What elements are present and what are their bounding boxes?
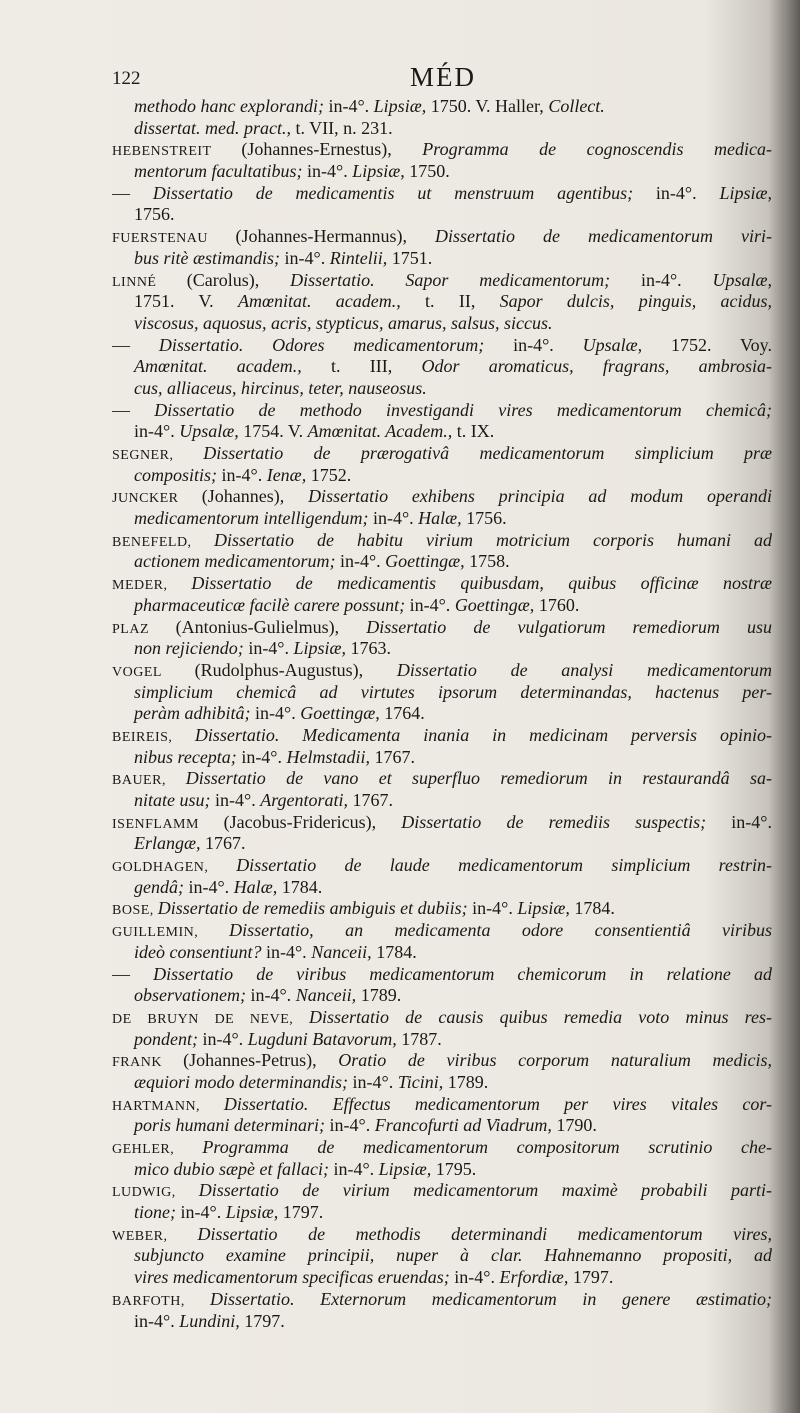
title-text: Rintelii, xyxy=(329,247,392,268)
plain-text: (Jacobus-Fridericus), xyxy=(223,811,402,832)
title-text: observationem; xyxy=(134,985,251,1006)
text-line xyxy=(112,551,772,573)
text-line xyxy=(112,183,772,205)
title-text: cus, alliaceus, hircinus, teter, nauseosus. xyxy=(134,377,427,398)
title-text: non rejiciendo; xyxy=(134,638,249,659)
title-text: Nanceii, xyxy=(295,985,361,1006)
title-text: Nanceii, xyxy=(311,941,377,962)
text-line xyxy=(112,682,772,704)
title-text: Dissertatio de methodis determinandi medicamentorum vires, xyxy=(197,1223,772,1244)
plain-text: — xyxy=(112,963,154,984)
plain-text: 1752. xyxy=(310,464,352,485)
plain-text: in-4°. xyxy=(248,638,294,659)
title-text: Dissertatio de medicamentis ut menstruum agentibus; xyxy=(152,182,656,203)
title-text: Dissertatio de medicamentis quibusdam, quibus officinæ nostræ xyxy=(191,573,772,594)
title-text: Dissertatio. Medicamenta inania in medicinam perversis opinio- xyxy=(194,724,772,745)
text-line xyxy=(112,638,772,660)
author-name: BARFOTH, xyxy=(112,1293,210,1309)
plain-text: in-4°. xyxy=(352,1071,398,1092)
text-line xyxy=(112,1007,772,1029)
author-name: GOLDHAGEN, xyxy=(112,860,237,876)
author-name: HEBENSTREIT xyxy=(112,144,242,160)
plain-text: 1750. V. Haller, xyxy=(430,96,549,116)
title-text: methodo hanc explorandi; xyxy=(134,96,329,116)
title-text: Lipsiæ, xyxy=(225,1202,283,1223)
text-line xyxy=(112,1094,772,1116)
plain-text: in-4°. xyxy=(180,1202,226,1223)
title-text: pharmaceuticæ facilè carere possunt; xyxy=(134,594,410,615)
plain-text: in-4°. xyxy=(307,161,353,182)
author-name: BEIREIS, xyxy=(112,729,195,745)
text-line xyxy=(112,530,772,552)
title-text: Dissertatio de analysi medicamentorum xyxy=(396,659,772,680)
text-line xyxy=(112,486,772,508)
text-line xyxy=(112,595,772,617)
plain-text: 1756. xyxy=(466,508,507,529)
text-line xyxy=(112,96,772,118)
text-line xyxy=(112,1050,772,1072)
title-text: Amœnitat. Academ., xyxy=(307,421,457,442)
plain-text: 1787. xyxy=(401,1028,442,1049)
title-text: Halæ, xyxy=(418,508,467,529)
plain-text: in-4°. xyxy=(265,941,312,962)
running-head: MÉD xyxy=(410,62,476,92)
title-text: Lipsiæ, xyxy=(352,161,410,182)
title-text: Goettingæ, xyxy=(300,703,385,724)
plain-text: in-4°. xyxy=(329,1115,375,1136)
text-line xyxy=(112,400,772,422)
text-line xyxy=(112,920,772,942)
plain-text: in-4°. xyxy=(215,790,261,810)
author-name: VOGEL xyxy=(112,664,195,680)
plain-text: in-4°. xyxy=(134,421,180,442)
author-name: HARTMANN, xyxy=(112,1098,224,1114)
author-name: GUILLEMIN, xyxy=(112,925,230,941)
text-line xyxy=(112,812,772,834)
text-line xyxy=(112,964,772,986)
title-text: dissertat. med. pract., xyxy=(134,117,296,138)
title-text: viscosus, aquosus, acris, stypticus, amarus, salsus, siccus. xyxy=(134,312,553,333)
author-name: LINNÉ xyxy=(112,274,187,290)
plain-text: in-4°. xyxy=(328,96,374,116)
plain-text: (Rudolphus-Augustus), xyxy=(194,659,397,680)
text-line xyxy=(112,1137,772,1159)
page-header xyxy=(112,62,772,92)
plain-text: 1784. xyxy=(574,898,615,919)
title-text: Dissertatio. Sapor medicamentorum; xyxy=(290,269,641,290)
plain-text: 1751. xyxy=(391,247,433,268)
plain-text: 1797. xyxy=(244,1310,285,1331)
plain-text: in-4°. xyxy=(255,703,301,724)
plain-text: 1789. xyxy=(447,1071,489,1092)
plain-text: — xyxy=(112,399,155,420)
text-line xyxy=(112,1159,772,1181)
text-line xyxy=(112,855,772,877)
title-text: tione; xyxy=(134,1202,181,1223)
title-text: Dissertatio de methodo investigandi vires medicamentorum chemicâ; xyxy=(154,399,772,420)
title-text: Collect. xyxy=(548,96,605,116)
text-line xyxy=(112,335,772,357)
text-line xyxy=(112,1202,772,1224)
title-text: Sapor dulcis, pinguis, acidus, xyxy=(499,291,772,312)
title-text: Odor aromaticus, fragrans, ambrosia- xyxy=(421,356,772,377)
plain-text: 1754. V. xyxy=(243,421,308,442)
title-text: Halæ, xyxy=(233,876,282,897)
text-line xyxy=(112,877,772,899)
plain-text: — xyxy=(112,334,159,355)
plain-text: in-4°. xyxy=(339,551,386,572)
title-text: Upsalæ, xyxy=(582,334,671,355)
plain-text: 1758. xyxy=(469,551,510,572)
title-text: Lugduni Batavorum, xyxy=(247,1028,402,1049)
text-line xyxy=(112,617,772,639)
title-text: Lipsiæ, xyxy=(517,898,575,919)
title-text: Dissertatio de remediis suspectis; xyxy=(401,811,732,832)
plain-text: 1750. xyxy=(409,161,450,182)
author-name: PLAZ xyxy=(112,621,176,637)
title-text: vires medicamentorum specificas eruendas; xyxy=(134,1267,455,1288)
plain-text: in-4°. xyxy=(202,1028,248,1049)
plain-text: (Johannes), xyxy=(201,486,309,507)
title-text: pondent; xyxy=(134,1028,203,1049)
text-line xyxy=(112,248,772,270)
title-text: subjuncto examine principii, nuper à clar. Hahnemanno propositi, ad xyxy=(134,1245,772,1266)
text-line xyxy=(112,1029,772,1051)
title-text: Dissertatio. Externorum medicamentorum in genere æstimatio; xyxy=(210,1288,772,1309)
title-text: compositis; xyxy=(134,464,222,485)
plain-text: 1767. xyxy=(374,746,416,767)
title-text: Helmstadii, xyxy=(286,746,375,767)
text-line xyxy=(112,139,772,161)
title-text: Dissertatio de remediis ambiguis et dubiis; xyxy=(157,898,473,919)
author-name: BENEFELD, xyxy=(112,534,215,550)
title-text: Dissertatio de medicamentorum viri- xyxy=(435,226,772,247)
title-text: Dissertatio, an medicamenta odore consentientiâ viribus xyxy=(229,920,772,941)
plain-text: 1767. xyxy=(352,790,394,810)
author-name: ISENFLAMM xyxy=(112,816,224,832)
title-text: æquiori modo determinandis; xyxy=(134,1071,353,1092)
title-text: Dissertatio de causis quibus remedia voto minus res- xyxy=(308,1006,772,1027)
text-line xyxy=(112,573,772,595)
title-text: medicamentorum intelligendum; xyxy=(134,508,373,529)
title-text: Oratio de viribus corporum naturalium medicis, xyxy=(338,1050,772,1071)
plain-text: — xyxy=(112,182,153,203)
plain-text: 1784. xyxy=(281,876,323,897)
title-text: Lipsiæ, xyxy=(378,1158,436,1179)
text-line xyxy=(112,1115,772,1137)
author-name: WEBER, xyxy=(112,1228,198,1244)
text-line xyxy=(112,1072,772,1094)
plain-text: 1760. xyxy=(538,594,580,615)
title-text: Programma de cognoscendis medica- xyxy=(422,139,772,160)
text-line xyxy=(112,703,772,725)
title-text: Dissertatio de vulgatiorum remediorum usu xyxy=(366,616,772,637)
text-line xyxy=(112,1224,772,1246)
text-line xyxy=(112,985,772,1007)
plain-text: 1764. xyxy=(384,703,425,724)
plain-text: t. IX. xyxy=(456,421,495,442)
title-text: Francofurti ad Viadrum, xyxy=(374,1115,557,1136)
text-line xyxy=(112,226,772,248)
text-line xyxy=(112,161,772,183)
plain-text: (Johannes-Hermannus), xyxy=(235,226,435,247)
text-line xyxy=(112,1267,772,1289)
author-name: LUDWIG, xyxy=(112,1185,199,1201)
plain-text: 1751. V. xyxy=(134,291,238,312)
title-text: Lundini, xyxy=(179,1310,245,1331)
title-text: mico dubio sæpè et fallaci; xyxy=(134,1158,334,1179)
title-text: Lipsiæ, xyxy=(293,638,351,659)
title-text: Dissertatio de virium medicamentorum maximè probabili parti- xyxy=(198,1180,772,1201)
title-text: Dissertatio exhibens principia ad modum operandi xyxy=(308,486,772,507)
author-name: JUNCKER xyxy=(112,491,202,507)
text-line xyxy=(112,443,772,465)
author-name: MEDER, xyxy=(112,578,192,594)
plain-text: 1752. Voy. xyxy=(670,334,772,355)
text-line xyxy=(112,833,772,855)
plain-text: 1797. xyxy=(572,1267,614,1288)
author-name: FRANK xyxy=(112,1055,184,1071)
title-text: actionem medicamentorum; xyxy=(134,551,340,572)
plain-text: in-4°. xyxy=(472,898,518,919)
plain-text: in-4°. xyxy=(134,1310,180,1331)
plain-text: (Carolus), xyxy=(186,269,291,290)
text-line xyxy=(112,747,772,769)
title-text: Dissertatio de viribus medicamentorum chemicorum in relatione ad xyxy=(153,963,772,984)
text-line xyxy=(112,118,772,140)
plain-text: in-4°. xyxy=(372,508,419,529)
plain-text: in-4°. xyxy=(250,985,296,1006)
title-text: Dissertatio de laude medicamentorum simplicium restrin- xyxy=(236,855,772,876)
text-line xyxy=(112,898,772,920)
plain-text: 1790. xyxy=(556,1115,597,1136)
plain-text: in-4°. xyxy=(454,1267,500,1288)
text-line xyxy=(112,313,772,335)
title-text: Goettingæ, xyxy=(454,594,539,615)
text-line xyxy=(112,725,772,747)
title-text: Lipsiæ, xyxy=(373,96,431,116)
plain-text: t. VII, n. 231. xyxy=(295,117,393,138)
title-text: poris humani determinari; xyxy=(134,1115,330,1136)
plain-text: 1763. xyxy=(350,638,392,659)
text-line xyxy=(112,1180,772,1202)
plain-text: 1784. xyxy=(376,941,417,962)
author-name: SEGNER, xyxy=(112,448,204,463)
text-line xyxy=(112,1245,772,1267)
text-line xyxy=(112,768,772,790)
plain-text: t. III, xyxy=(331,356,422,377)
author-name: DE BRUYN DE NEVE, xyxy=(112,1011,309,1027)
title-text: Dissertatio. Odores medicamentorum; xyxy=(158,334,514,355)
title-text: Argentorati, xyxy=(260,790,353,810)
text-line xyxy=(112,942,772,964)
title-text: Amœnitat. academ., xyxy=(134,356,332,377)
title-text: peràm adhibitâ; xyxy=(134,703,255,724)
title-text: nitate usu; xyxy=(134,790,215,810)
text-line xyxy=(112,1311,772,1333)
plain-text: in-4°. xyxy=(655,182,720,203)
title-text: Amœnitat. academ., xyxy=(237,291,426,312)
author-name: FUERSTENAU xyxy=(112,231,236,247)
plain-text: in-4°. xyxy=(333,1158,379,1179)
title-text: simplicium chemicâ ad virtutes ipsorum determinandas, hactenus per- xyxy=(134,681,772,702)
title-text: Upsalæ, xyxy=(179,421,244,442)
text-line xyxy=(112,421,772,443)
plain-text: 1797. xyxy=(282,1202,324,1223)
text-line xyxy=(112,1289,772,1311)
bibliography-entries xyxy=(112,96,772,1332)
text-line xyxy=(112,291,772,313)
plain-text: (Johannes-Petrus), xyxy=(183,1050,339,1071)
plain-text: 1789. xyxy=(360,985,402,1006)
title-text: Dissertatio. Effectus medicamentorum per vires vitales cor- xyxy=(223,1093,772,1114)
plain-text: in-4°. xyxy=(513,334,583,355)
title-text: Erfordiæ, xyxy=(499,1267,573,1288)
plain-text: (Johannes-Ernestus), xyxy=(241,139,423,160)
title-text: ideò consentiunt? xyxy=(134,941,266,962)
page-number: 122 xyxy=(112,68,141,89)
text-line xyxy=(112,378,772,400)
title-text: Programma de medicamentorum compositorum scrutinio che- xyxy=(202,1137,772,1157)
plain-text: in-4°. xyxy=(409,594,455,615)
plain-text: 1767. xyxy=(205,833,246,854)
text-line xyxy=(112,465,772,487)
title-text: Lipsiæ, xyxy=(719,182,772,203)
plain-text: in-4°. xyxy=(640,269,713,290)
plain-text: (Antonius-Gulielmus), xyxy=(175,616,367,637)
plain-text: in-4°. xyxy=(241,746,287,767)
author-name: BOSE, xyxy=(112,903,158,919)
title-text: Erlangæ, xyxy=(134,833,206,854)
plain-text: in-4°. xyxy=(284,247,330,268)
text-line xyxy=(112,790,772,812)
title-text: Ienæ, xyxy=(266,464,311,485)
title-text: Dissertatio de prærogativâ medicamentorum simplicium præ xyxy=(203,443,772,463)
plain-text: in-4°. xyxy=(221,464,267,485)
text-line xyxy=(112,270,772,292)
text-line xyxy=(112,660,772,682)
plain-text: 1795. xyxy=(435,1158,477,1179)
title-text: Upsalæ, xyxy=(712,269,772,290)
text-line xyxy=(112,508,772,530)
text-line xyxy=(112,204,772,226)
title-text: gendâ; xyxy=(134,876,189,897)
plain-text: in-4°. xyxy=(731,811,772,832)
title-text: bus ritè æstimandis; xyxy=(134,247,285,268)
plain-text: 1756. xyxy=(134,204,175,225)
text-line xyxy=(112,356,772,378)
plain-text: in-4°. xyxy=(188,876,234,897)
author-name: BAUER, xyxy=(112,773,186,789)
author-name: GEHLER, xyxy=(112,1142,203,1157)
title-text: Goettingæ, xyxy=(385,551,470,572)
title-text: Dissertatio de vano et superfluo remediorum in restaurandâ sa- xyxy=(185,768,772,789)
title-text: nibus recepta; xyxy=(134,746,242,767)
title-text: mentorum facultatibus; xyxy=(134,161,307,182)
plain-text: t. II, xyxy=(425,291,500,312)
title-text: Dissertatio de habitu virium motricium corporis humani ad xyxy=(214,529,772,550)
title-text: Ticini, xyxy=(397,1071,448,1092)
